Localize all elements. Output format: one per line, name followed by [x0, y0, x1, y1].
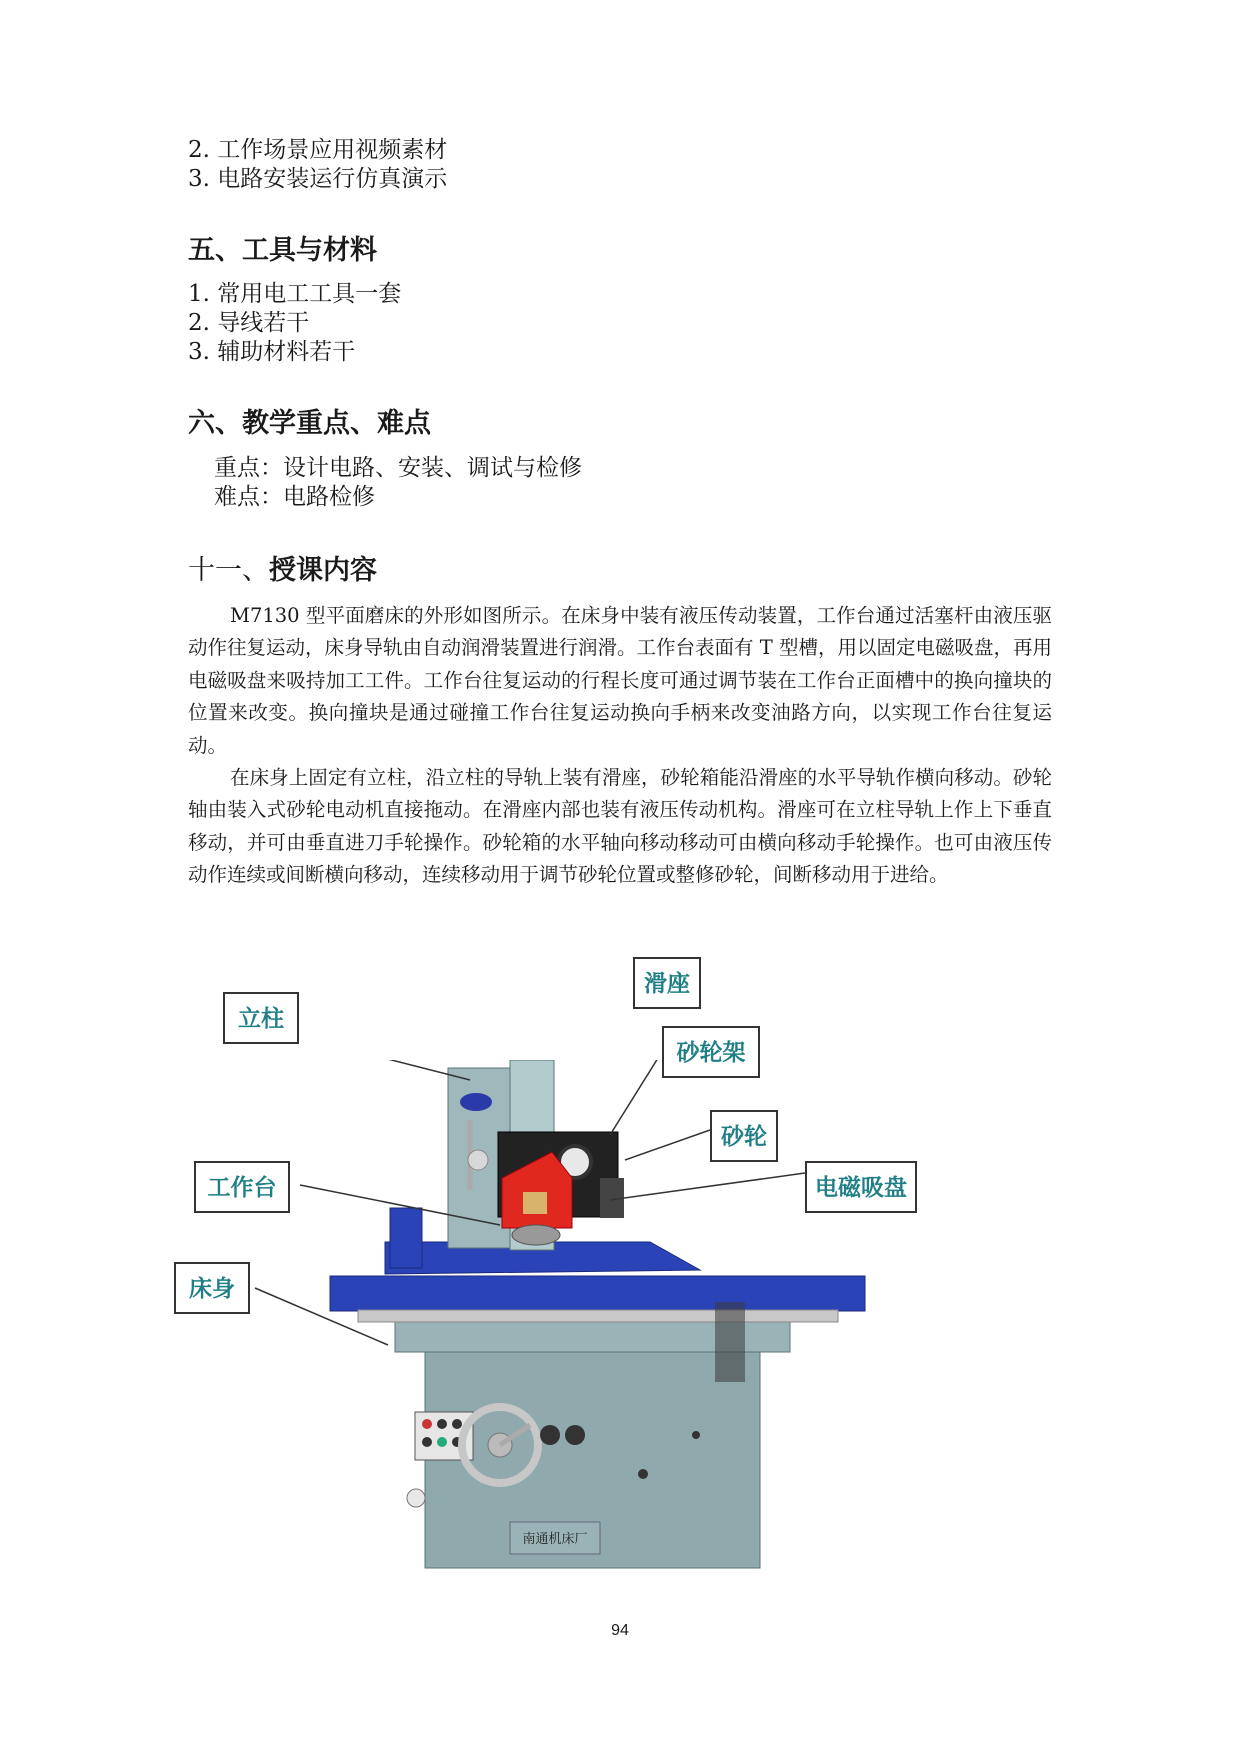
resource-item-3: 3. 电路安装运行仿真演示 [188, 166, 448, 192]
section-11-prefix: 十一、 [188, 555, 269, 586]
tools-item-1: 1. 常用电工工具一套 [188, 281, 402, 307]
content-paragraphs [188, 600, 1052, 892]
panel-button-4 [422, 1437, 432, 1447]
line-column [313, 1060, 470, 1080]
splash-guard [390, 1208, 422, 1268]
grinder-figure [180, 1060, 1060, 1580]
rear-guard [715, 1302, 745, 1382]
bed-hole-2 [638, 1469, 648, 1479]
label-worktable: 工作台 [194, 1161, 290, 1213]
page-number: 94 [611, 1622, 629, 1639]
knob-2 [565, 1425, 585, 1445]
tools-item-3: 3. 辅助材料若干 [188, 339, 356, 365]
paragraph-1: M7130 型平面磨床的外形如图所示。在床身中装有液压传动装置，工作台通过活塞杆由液压驱动作往复运动，床身导轨由自动润滑装置进行润滑。工作台表面有 T 型槽，用以固定电磁吸盘，再用电磁吸盘来吸持加工工件。工作台往复运动的行程长度可通过调节装在工作台正面槽中的换向撞块的位置来改变。换向撞块是通过碰撞工作台往复运动换向手柄来改变油路方向，以实现工作台往复运动。 [188, 604, 1052, 757]
section-5-heading: 五、工具与材料 [188, 235, 377, 266]
table-rail [358, 1310, 838, 1322]
label-wheel-frame: 砂轮架 [662, 1026, 760, 1078]
key-point-text: 重点：设计电路、安装、调试与检修 [214, 455, 582, 481]
panel-button-1 [422, 1419, 432, 1429]
label-bed: 床身 [174, 1262, 250, 1314]
line-wheel-frame [610, 1060, 663, 1135]
worktable [330, 1276, 865, 1311]
label-chuck: 电磁吸盘 [805, 1161, 917, 1213]
panel-button-5 [437, 1437, 447, 1447]
difficulty-text: 难点：电路检修 [214, 484, 375, 510]
logo-badge [460, 1093, 492, 1111]
grinding-wheel [512, 1225, 560, 1245]
panel-button-3 [452, 1419, 462, 1429]
bed-port [407, 1489, 425, 1507]
lamp [468, 1150, 488, 1170]
line-wheel [625, 1130, 710, 1160]
grinder-machine-illustration [180, 1060, 1060, 1580]
section-6-heading: 六、教学重点、难点 [188, 408, 431, 439]
guard-plate [523, 1192, 547, 1214]
resource-item-2: 2. 工作场景应用视频素材 [188, 137, 448, 163]
line-chuck [610, 1173, 805, 1200]
nameplate-text: 南通机床厂 [522, 1532, 588, 1547]
section-11-title: 授课内容 [269, 555, 377, 586]
section-11-heading [188, 553, 377, 589]
bed-hole [692, 1431, 700, 1439]
knob-1 [540, 1425, 560, 1445]
label-slide: 滑座 [633, 957, 701, 1009]
panel-button-2 [437, 1419, 447, 1429]
paragraph-2: 在床身上固定有立柱，沿立柱的导轨上装有滑座，砂轮箱能沿滑座的水平导轨作横向移动。砂轮轴由装入式砂轮电动机直接拖动。在滑座内部也装有液压传动机构。滑座可在立柱导轨上作上下垂直移动，并可由垂直进刀手轮操作。砂轮箱的水平轴向移动移动可由横向移动手轮操作。也可由液压传动作连续或间断横向移动，连续移动用于调节砂轮位置或整修砂轮，间断移动用于进给。 [188, 766, 1052, 887]
label-wheel: 砂轮 [710, 1110, 778, 1162]
label-column: 立柱 [223, 992, 299, 1044]
tools-item-2: 2. 导线若干 [188, 310, 310, 336]
